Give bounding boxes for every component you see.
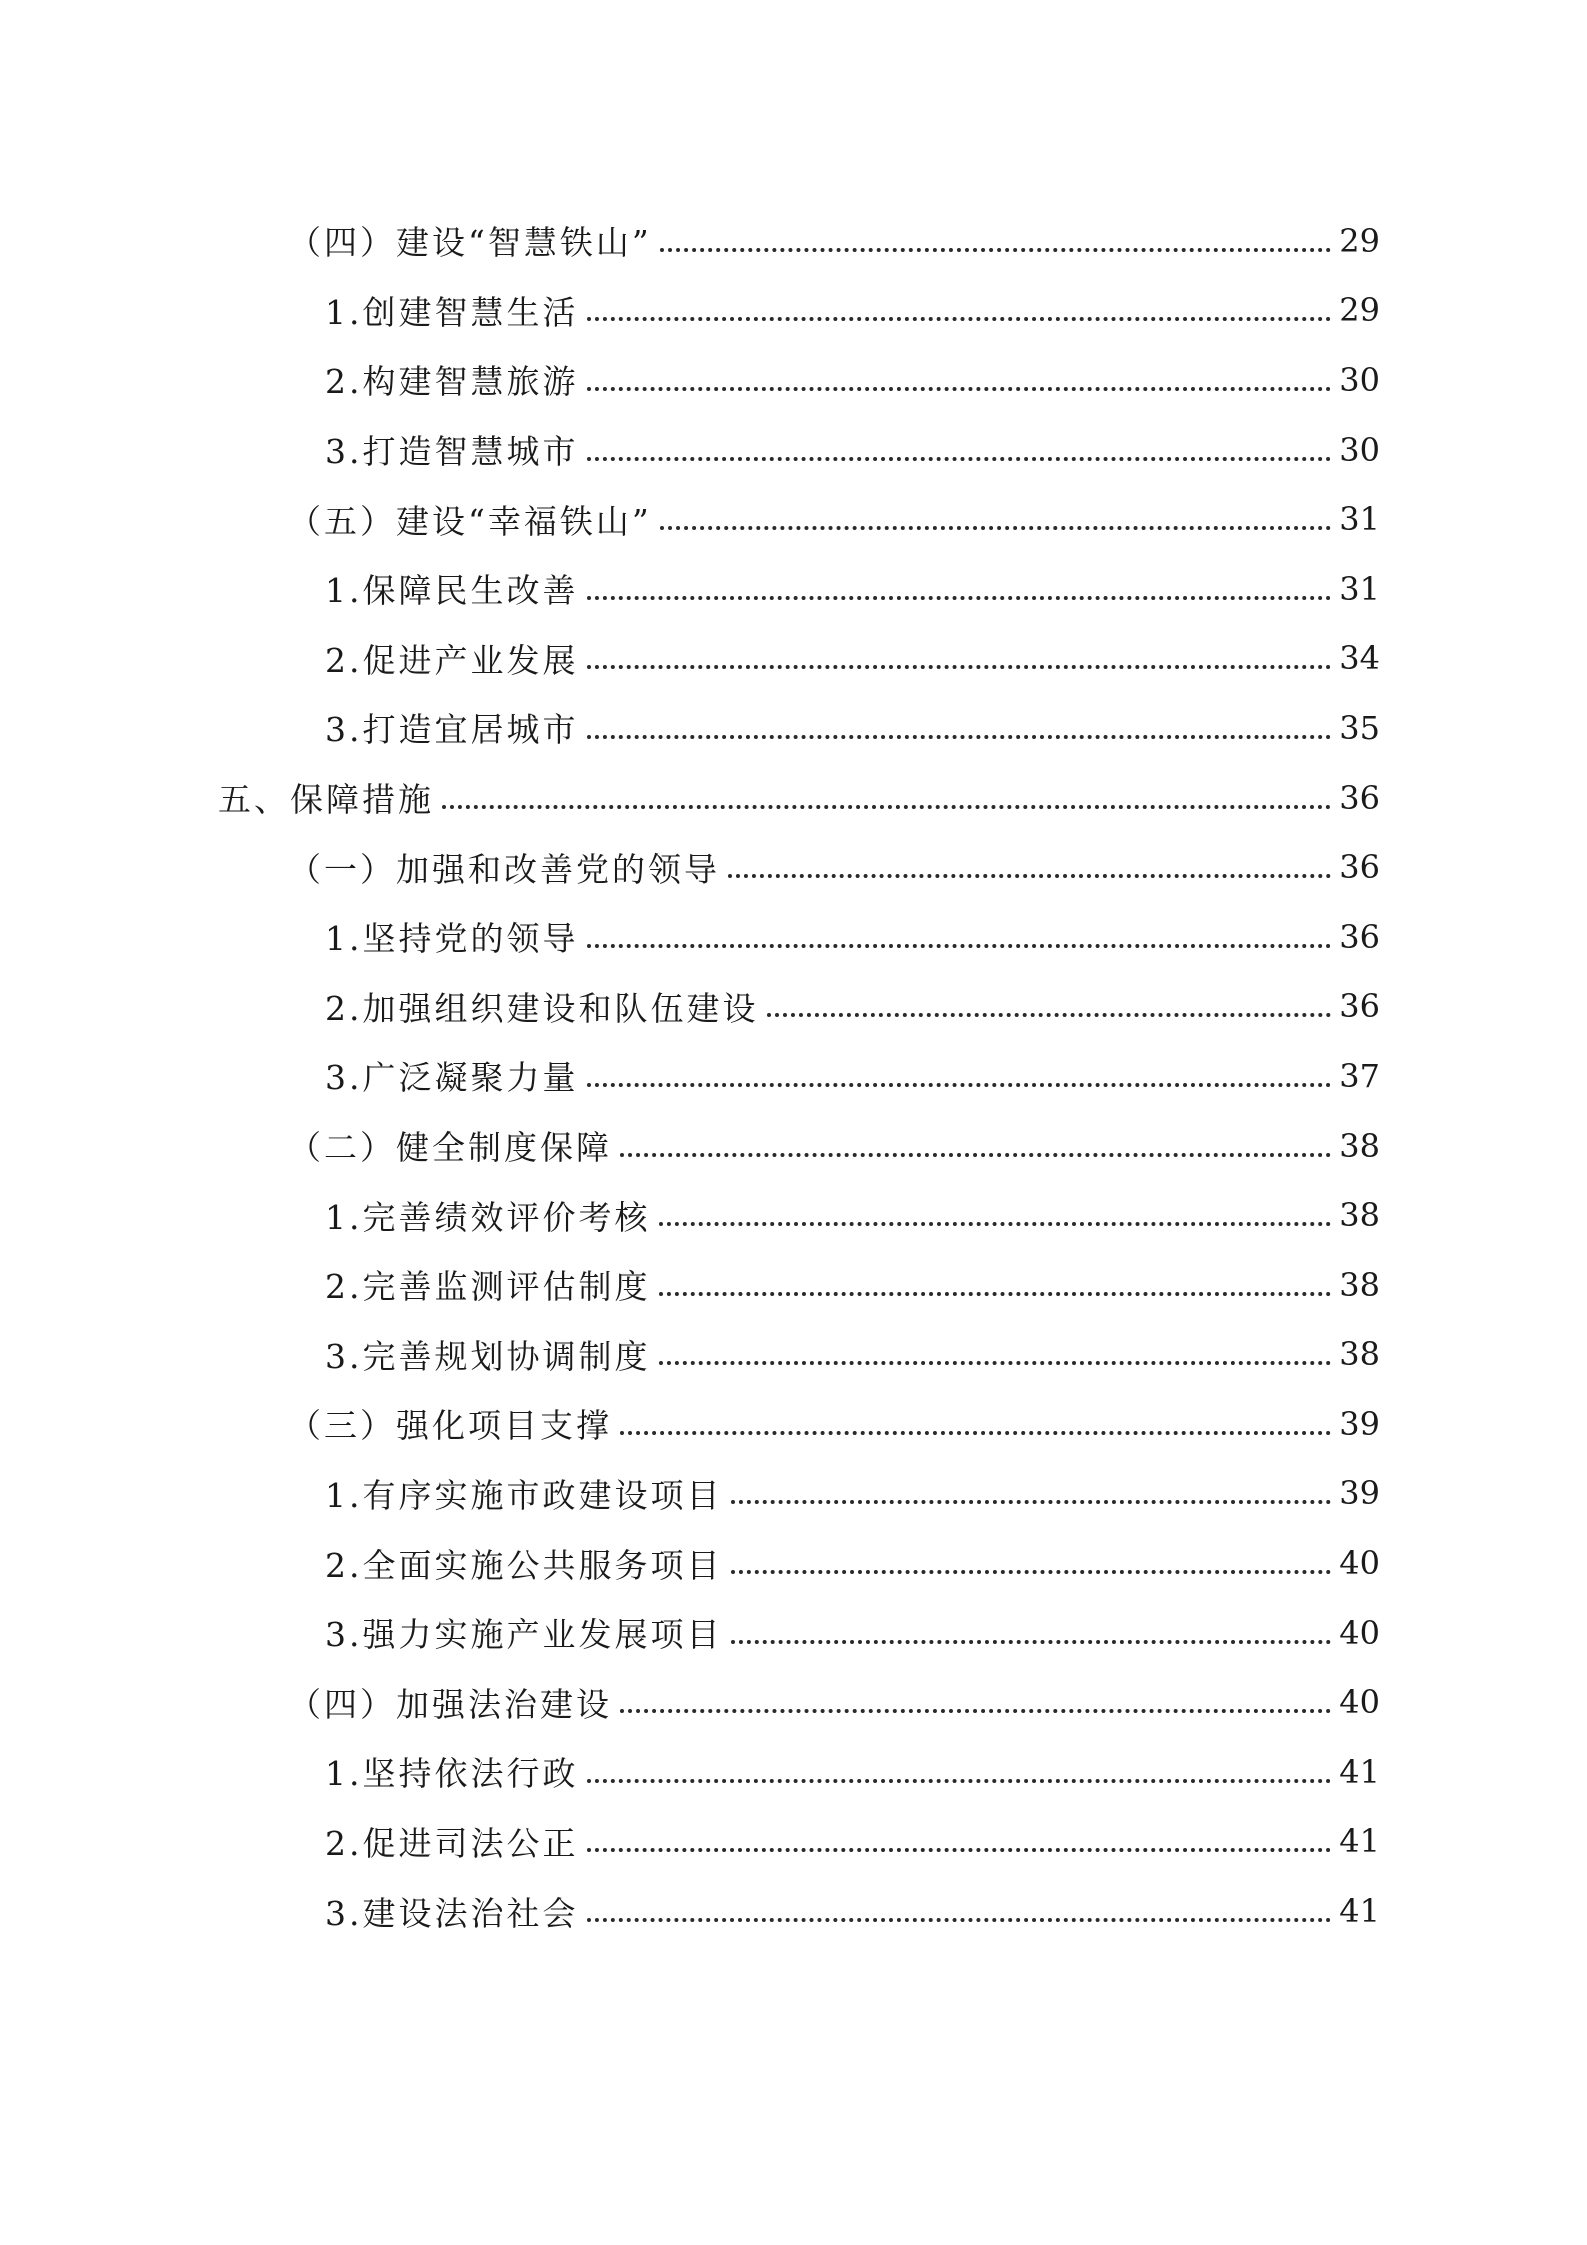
toc-entry-label: 2.全面实施公共服务项目 <box>325 1545 723 1585</box>
toc-entry-label: 1.坚持依法行政 <box>325 1754 579 1794</box>
dot-leader <box>587 944 1332 948</box>
toc-entry[interactable] <box>0 415 1587 485</box>
toc-page-number: 38 <box>1339 1335 1380 1374</box>
toc-entry-label: 1.完善绩效评价考核 <box>325 1197 651 1237</box>
dot-leader <box>587 1848 1332 1852</box>
toc-entry-label: （三）强化项目支撑 <box>288 1406 612 1446</box>
dot-leader <box>731 1570 1332 1574</box>
dot-leader <box>728 874 1331 878</box>
dot-leader <box>620 1153 1331 1157</box>
toc-page-number: 38 <box>1339 1265 1380 1304</box>
toc-page-number: 29 <box>1339 291 1380 330</box>
dot-leader <box>587 317 1332 321</box>
toc-entry[interactable] <box>0 1598 1587 1668</box>
toc-entry-label: 3.打造宜居城市 <box>325 710 579 750</box>
toc-entry[interactable] <box>0 1111 1587 1181</box>
toc-entry[interactable] <box>0 554 1587 624</box>
dot-leader <box>587 1918 1332 1922</box>
toc-entry[interactable] <box>0 276 1587 346</box>
toc-entry[interactable] <box>0 1737 1587 1807</box>
toc-entry[interactable] <box>0 1041 1587 1111</box>
toc-entry[interactable] <box>0 832 1587 902</box>
toc-page-number: 30 <box>1339 360 1380 399</box>
toc-page-number: 41 <box>1339 1822 1380 1861</box>
toc-page-number: 31 <box>1339 569 1380 608</box>
dot-leader <box>587 1779 1332 1783</box>
toc-entry[interactable] <box>0 693 1587 763</box>
toc-entry-label: 3.打造智慧城市 <box>325 432 579 472</box>
dot-leader <box>660 526 1332 530</box>
dot-leader <box>659 1292 1332 1296</box>
toc-entry-label: 2.完善监测评估制度 <box>325 1267 651 1307</box>
dot-leader <box>620 1431 1331 1435</box>
toc-entry-label: （一）加强和改善党的领导 <box>288 849 720 889</box>
dot-leader <box>659 1222 1332 1226</box>
toc-entry-label: 3.强力实施产业发展项目 <box>325 1615 723 1655</box>
toc-entry-label: 2.促进产业发展 <box>325 640 579 680</box>
toc-page-number: 40 <box>1339 1683 1380 1722</box>
toc-page-number: 39 <box>1339 1474 1380 1513</box>
toc-entry[interactable] <box>0 206 1587 276</box>
dot-leader <box>620 1709 1331 1713</box>
toc-page-number: 38 <box>1339 1126 1380 1165</box>
toc-entry-label: 2.构建智慧旅游 <box>325 362 579 402</box>
toc-entry[interactable] <box>0 1250 1587 1320</box>
dot-leader <box>659 1361 1332 1365</box>
toc-page-number: 38 <box>1339 1196 1380 1235</box>
toc-entry[interactable] <box>0 484 1587 554</box>
toc-entry-label: 1.创建智慧生活 <box>325 292 579 332</box>
toc-entry-label: （四）加强法治建设 <box>288 1684 612 1724</box>
toc-page-number: 36 <box>1339 848 1380 887</box>
toc-entry[interactable] <box>0 1320 1587 1390</box>
dot-leader <box>767 1013 1332 1017</box>
toc-page-number: 40 <box>1339 1544 1380 1583</box>
toc-entry-label: 3.完善规划协调制度 <box>325 1336 651 1376</box>
toc-page-number: 29 <box>1339 221 1380 260</box>
toc-entry-label: 1.有序实施市政建设项目 <box>325 1475 723 1515</box>
toc-entry[interactable] <box>0 1876 1587 1946</box>
toc-entry[interactable] <box>0 345 1587 415</box>
dot-leader <box>660 248 1332 252</box>
toc-entry-label: （二）健全制度保障 <box>288 1128 612 1168</box>
dot-leader <box>587 735 1332 739</box>
toc-entry[interactable] <box>0 1180 1587 1250</box>
toc-page-number: 30 <box>1339 430 1380 469</box>
toc-entry-label: 3.建设法治社会 <box>325 1893 579 1933</box>
toc-page-number: 34 <box>1339 639 1380 678</box>
table-of-contents <box>0 206 1587 1946</box>
dot-leader <box>587 1083 1332 1087</box>
toc-entry-label: （五）建设“幸福铁山” <box>288 501 652 541</box>
toc-entry-label: 2.加强组织建设和队伍建设 <box>325 988 759 1028</box>
toc-page-number: 36 <box>1339 987 1380 1026</box>
toc-entry-label: 1.保障民生改善 <box>325 571 579 611</box>
toc-entry[interactable] <box>0 902 1587 972</box>
toc-entry[interactable] <box>0 1807 1587 1877</box>
toc-entry[interactable] <box>0 1389 1587 1459</box>
toc-entry[interactable] <box>0 624 1587 694</box>
toc-page-number: 39 <box>1339 1404 1380 1443</box>
dot-leader <box>587 457 1332 461</box>
toc-page-number: 40 <box>1339 1613 1380 1652</box>
toc-entry-label: 1.坚持党的领导 <box>325 919 579 959</box>
toc-entry[interactable] <box>0 1667 1587 1737</box>
toc-entry[interactable] <box>0 763 1587 833</box>
toc-entry-label: 2.促进司法公正 <box>325 1823 579 1863</box>
toc-page-number: 41 <box>1339 1892 1380 1931</box>
toc-page-number: 41 <box>1339 1752 1380 1791</box>
toc-page-number: 37 <box>1339 1056 1380 1095</box>
dot-leader <box>442 805 1331 809</box>
toc-entry-label: 五、保障措施 <box>218 780 434 820</box>
dot-leader <box>731 1640 1332 1644</box>
toc-entry[interactable] <box>0 1459 1587 1529</box>
dot-leader <box>731 1500 1332 1504</box>
dot-leader <box>587 596 1332 600</box>
toc-page-number: 36 <box>1339 917 1380 956</box>
toc-page-number: 31 <box>1339 500 1380 539</box>
toc-entry-label: （四）建设“智慧铁山” <box>288 223 652 263</box>
toc-page-number: 36 <box>1339 778 1380 817</box>
dot-leader <box>587 387 1332 391</box>
toc-entry[interactable] <box>0 1528 1587 1598</box>
dot-leader <box>587 665 1332 669</box>
toc-entry-label: 3.广泛凝聚力量 <box>325 1058 579 1098</box>
toc-page-number: 35 <box>1339 708 1380 747</box>
toc-entry[interactable] <box>0 972 1587 1042</box>
